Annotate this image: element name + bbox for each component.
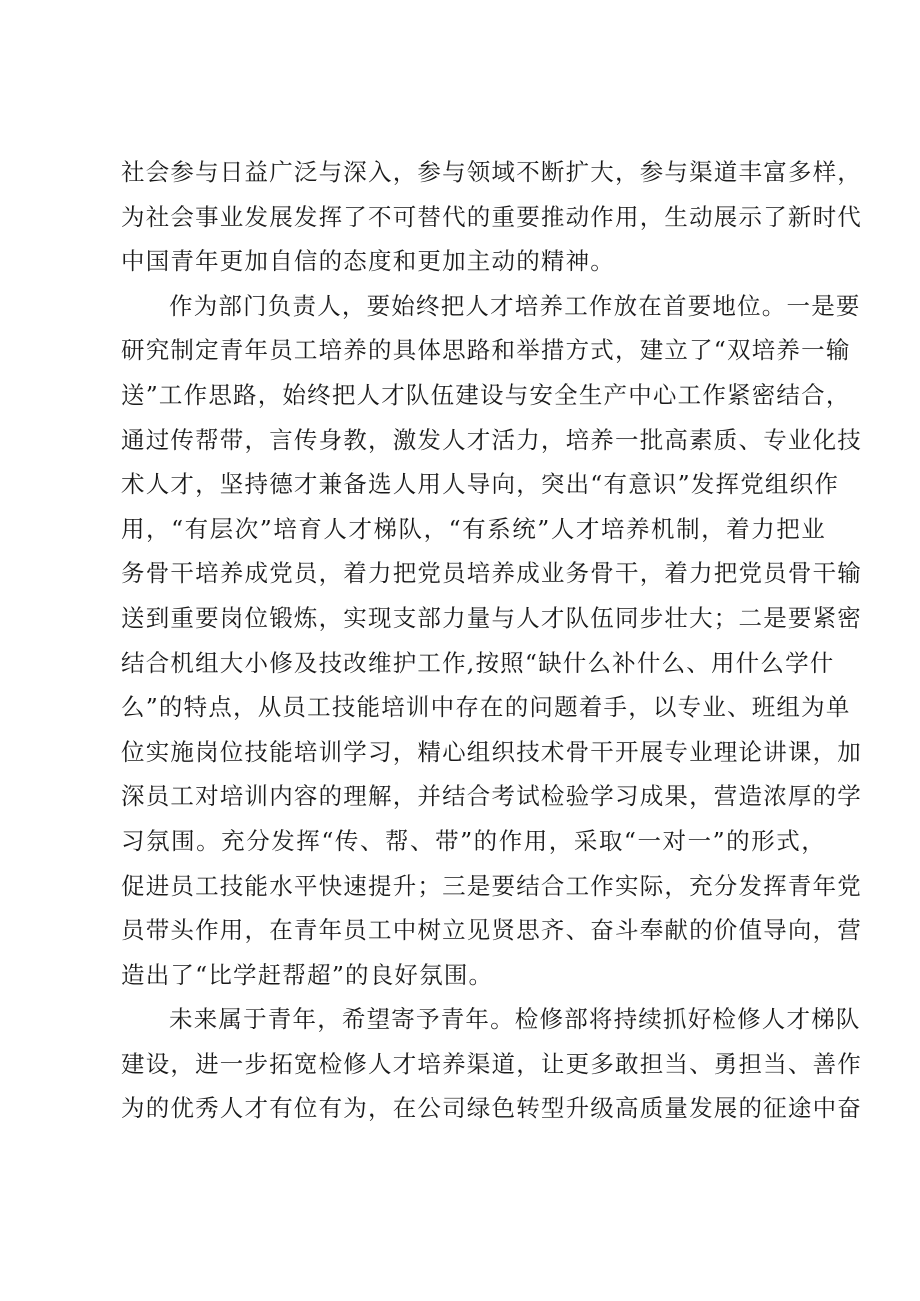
paragraph-2-line-13: 习氛围。充分发挥“传、帮、带”的作用，采取“一对一”的形式， xyxy=(121,826,826,855)
paragraph-2-line-10: 么”的特点，从员工技能培训中存在的问题着手，以专业、班组为单 xyxy=(121,693,851,722)
paragraph-2-line-16: 造出了“比学赶帮超”的良好氛围。 xyxy=(121,960,494,989)
paragraph-2-line-12: 深员工对培训内容的理解，并结合考试检验学习成果，营造浓厚的学 xyxy=(121,782,862,811)
paragraph-3-line-2: 建设，进一步拓宽检修人才培养渠道，让更多敢担当、勇担当、善作 xyxy=(121,1049,862,1078)
paragraph-1-line-2: 为社会事业发展发挥了不可替代的重要推动作用，生动展示了新时代 xyxy=(121,202,862,231)
paragraph-2-line-1: 作为部门负责人，要始终把人才培养工作放在首要地位。一是要 xyxy=(169,291,861,320)
paragraph-2-line-9: 结合机组大小修及技改维护工作,按照“缺什么补什么、用什么学什 xyxy=(121,648,835,677)
paragraph-2-line-11: 位实施岗位技能培训学习，精心组织技术骨干开展专业理论讲课，加 xyxy=(121,737,862,766)
paragraph-1-line-1: 社会参与日益广泛与深入，参与领域不断扩大，参与渠道丰富多样， xyxy=(121,158,862,186)
paragraph-3-line-3: 为的优秀人才有位有为，在公司绿色转型升级高质量发展的征途中奋 xyxy=(121,1094,862,1123)
body-text xyxy=(121,150,862,1131)
paragraph-2-line-7: 务骨干培养成党员，着力把党员培养成业务骨干，着力把党员骨干输 xyxy=(121,559,862,588)
paragraph-2-line-2: 研究制定青年员工培养的具体思路和举措方式，建立了“双培养一输 xyxy=(121,336,851,365)
paragraph-2-line-3: 送”工作思路，始终把人才队伍建设与安全生产中心工作紧密结合， xyxy=(121,380,851,409)
paragraph-3-line-1: 未来属于青年，希望寄予青年。检修部将持续抓好检修人才梯队 xyxy=(169,1005,861,1034)
paragraph-1-line-3: 中国青年更加自信的态度和更加主动的精神。 xyxy=(121,247,615,276)
paragraph-2-line-8: 送到重要岗位锻炼，实现支部力量与人才队伍同步壮大；二是要紧密 xyxy=(121,603,862,632)
paragraph-2-line-14: 促进员工技能水平快速提升；三是要结合工作实际，充分发挥青年党 xyxy=(121,871,862,900)
paragraph-2-line-5: 术人才，坚持德才兼备选人用人导向，突出“有意识”发挥党组织作 xyxy=(121,470,840,499)
paragraph-2-line-6: 用，“有层次”培育人才梯队，“有系统”人才培养机制，着力把业 xyxy=(121,514,826,543)
paragraph-2-line-4: 通过传帮带，言传身教，激发人才活力，培养一批高素质、专业化技 xyxy=(121,425,862,454)
paragraph-2-line-15: 员带头作用，在青年员工中树立见贤思齐、奋斗奉献的价值导向，营 xyxy=(121,916,862,945)
